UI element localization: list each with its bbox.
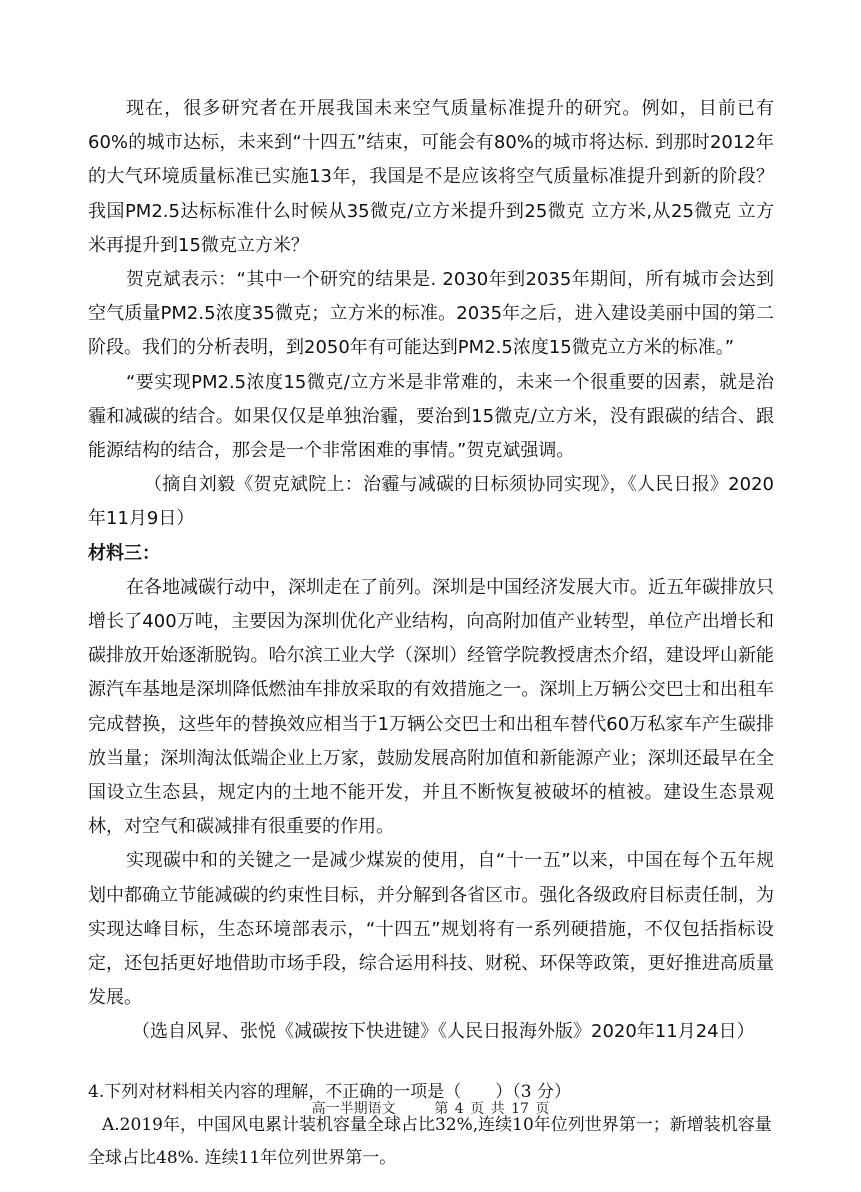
- source-citation-1: （摘自刘毅《贺克斌院上：治霾与减碳的日标须协同实现》，《人民日报》2020年11月9日）: [88, 474, 774, 530]
- document-page: [88, 92, 774, 1175]
- footer-course: 高一半期语文: [311, 1101, 396, 1117]
- paragraph-2: 贺克斌表示：“其中一个研究的结果是. 2030年到2035年期间，所有城市会达到空气质量PM2.5浓度35微克；立方米的标准。2035年之后，进入建设美丽中国的第二阶段。我们的分析表明，到2050年有可能达到PM2.5浓度15微克立方米的标准。”: [88, 269, 774, 359]
- footer-page-info: 第 4 页 共 17 页: [434, 1101, 550, 1117]
- paragraph-3: “要实现PM2.5浓度15微克/立方米是非常难的，未来一个很重要的因素，就是治霾和减碳的结合。如果仅仅是单独治霾，要治到15微克/立方米，没有跟碳的结合、跟能源结构的结合，那会是一个非常困难的事情。”贺克斌强调。: [88, 371, 774, 462]
- paragraph-5: 实现碳中和的关键之一是减少煤炭的使用，自“十一五”以来，中国在每个五年规划中都确立节能减碳的约束性目标，并分解到各省区市。强化各级政府目标责任制，为实现达峰目标，生态环境部表示，“十四五”规划将有一系列硬措施，不仅包括指标设定，还包括更好地借助市场手段，综合运用科技、财税、环保等政策，更好推进高质量发展。: [88, 850, 774, 1009]
- source-citation-2: （选自风昇、张悦《减碳按下快进键》《人民日报海外版》2020年11月24日）: [132, 1021, 755, 1043]
- section-title-material-3: 材料三：: [88, 542, 160, 564]
- question-stem: 4.下列对材料相关内容的理解，不正确的一项是（ ）（3 分）: [88, 1081, 571, 1102]
- page-footer: [0, 1098, 861, 1118]
- paragraph-1: 现在，很多研究者在开展我国未来空气质量标准提升的研究。例如，目前已有60%的城市达标，未来到“十四五”结束，可能会有80%的城市将达标. 到那时2012年的大气环境质量标准已实施13年，我国是不是应该将空气质量标准提升到新的阶段？我国PM2.5达标标准什么时候从35微克/立方米提升到25微克 立方米,从25微克 立方米再提升到15微克立方米？: [88, 98, 774, 256]
- paragraph-4: 在各地减碳行动中，深圳走在了前列。深圳是中国经济发展大市。近五年碳排放只增长了400万吨，主要因为深圳优化产业结构，向高附加值产业转型，单位产出增长和碳排放开始逐渐脱钩。哈尔滨工业大学（深圳）经管学院教授唐杰介绍，建设坪山新能源汽车基地是深圳降低燃油车排放采取的有效措施之一。深圳上万辆公交巴士和出租车完成替换，这些年的替换效应相当于1万辆公交巴士和出租车替代60万私家车产生碳排放当量；深圳淘汰低端企业上万家，鼓励发展高附加值和新能源产业；深圳还最早在全国设立生态县，规定内的土地不能开发，并且不断恢复被破坏的植被。建设生态景观林，对空气和碳减排有很重要的作用。: [88, 576, 774, 838]
- question-option-a: A.2019年，中国风电累计装机容量全球占比32%,连续10年位列世界第一；新增装机容量全球占比48%. 连续11年位列世界第一。: [88, 1114, 772, 1168]
